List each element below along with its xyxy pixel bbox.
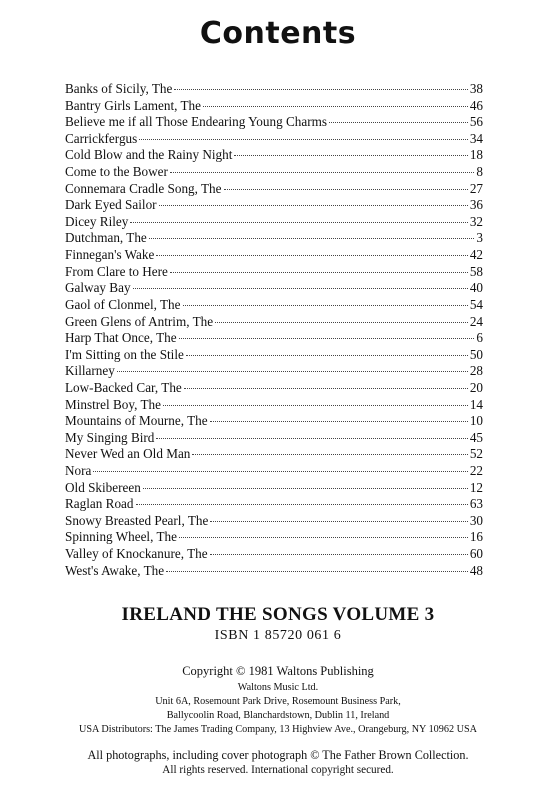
dot-leader: [186, 354, 468, 356]
dot-leader: [149, 237, 475, 239]
contents-list: [65, 81, 483, 579]
toc-entry-page: 63: [469, 496, 483, 512]
toc-entry: [65, 98, 483, 115]
toc-entry-page: 27: [469, 180, 483, 196]
toc-entry: [65, 164, 483, 181]
toc-entry: [65, 81, 483, 98]
toc-entry-title: Banks of Sicily, The: [65, 81, 173, 96]
toc-entry-title: Raglan Road: [65, 496, 134, 512]
dot-leader: [210, 420, 468, 422]
toc-entry-page: 3: [476, 230, 483, 246]
dot-leader: [210, 520, 467, 522]
toc-entry: [65, 280, 483, 297]
toc-entry-page: 8: [476, 164, 483, 180]
toc-entry: [65, 347, 483, 364]
toc-entry: [65, 230, 483, 247]
toc-entry-title: From Clare to Here: [65, 263, 168, 279]
dot-leader: [215, 321, 468, 323]
toc-entry-title: Mountains of Mourne, The: [65, 413, 208, 429]
toc-entry-page: 10: [469, 413, 483, 429]
toc-entry-page: 22: [469, 463, 483, 479]
dot-leader: [170, 171, 474, 173]
toc-entry: [65, 546, 483, 563]
toc-entry-title: Green Glens of Antrim, The: [65, 313, 214, 329]
toc-entry: [65, 114, 483, 131]
dot-leader: [159, 204, 468, 206]
toc-entry-title: Cold Blow and the Rainy Night: [65, 147, 233, 163]
dot-leader: [93, 470, 467, 472]
toc-entry-title: Spinning Wheel, The: [65, 529, 177, 545]
rights-notice: All rights reserved. International copyright secured.: [162, 764, 394, 776]
toc-entry: [65, 430, 483, 447]
toc-entry: [65, 147, 483, 164]
toc-entry-title: Old Skibereen: [65, 479, 141, 495]
toc-entry-page: 42: [469, 247, 483, 263]
dot-leader: [156, 437, 467, 439]
dot-leader: [184, 387, 468, 389]
toc-entry-title: Gaol of Clonmel, The: [65, 296, 181, 312]
toc-entry-title: Snowy Breasted Pearl, The: [65, 512, 209, 528]
publisher-address-2: Ballycoolin Road, Blanchardstown, Dublin 11, Ireland: [166, 710, 390, 721]
dot-leader: [139, 138, 468, 140]
toc-entry: [65, 413, 483, 430]
toc-entry-title: Minstrel Boy, The: [65, 396, 161, 412]
toc-entry-title: Dutchman, The: [65, 230, 147, 246]
toc-entry-page: 50: [469, 346, 483, 362]
toc-entry: [65, 314, 483, 331]
dot-leader: [117, 370, 468, 372]
toc-entry-page: 32: [469, 213, 483, 229]
publisher-name: Waltons Music Ltd.: [237, 682, 319, 693]
toc-entry: [65, 363, 483, 380]
toc-entry-page: 20: [469, 379, 483, 395]
toc-entry-title: Believe me if all Those Endearing Young Charms: [65, 114, 327, 130]
toc-entry: [65, 397, 483, 414]
toc-entry-title: Carrickfergus: [65, 130, 138, 146]
toc-entry: [65, 214, 483, 231]
toc-entry: [65, 197, 483, 214]
toc-entry-page: 38: [469, 81, 483, 96]
dot-leader: [179, 536, 468, 538]
toc-entry-page: 30: [469, 512, 483, 528]
dot-leader: [210, 553, 468, 555]
toc-entry-title: Dark Eyed Sailor: [65, 197, 157, 213]
toc-entry: [65, 247, 483, 264]
toc-entry-title: My Singing Bird: [65, 429, 155, 445]
usa-distributors: USA Distributors: The James Trading Company, 13 Highview Ave., Orangeburg, NY 10962 USA: [79, 724, 477, 735]
isbn: ISBN 1 85720 061 6: [214, 628, 342, 643]
toc-entry-page: 16: [469, 529, 483, 545]
dot-leader: [192, 453, 467, 455]
toc-entry-title: Harp That Once, The: [65, 330, 177, 346]
toc-entry: [65, 264, 483, 281]
toc-entry: [65, 463, 483, 480]
publisher-address-1: Unit 6A, Rosemount Park Drive, Rosemount Business Park,: [155, 696, 401, 707]
toc-entry-page: 18: [469, 147, 483, 163]
toc-entry-title: I'm Sitting on the Stile: [65, 346, 184, 362]
toc-entry: [65, 529, 483, 546]
toc-entry-page: 52: [469, 446, 483, 462]
volume-title: IRELAND THE SONGS VOLUME 3: [121, 604, 435, 625]
toc-entry-page: 60: [469, 546, 483, 562]
toc-entry-title: Finnegan's Wake: [65, 247, 155, 263]
toc-entry: [65, 297, 483, 314]
dot-leader: [224, 188, 468, 190]
dot-leader: [133, 287, 468, 289]
toc-entry: [65, 513, 483, 530]
toc-entry-page: 48: [469, 562, 483, 578]
toc-entry: [65, 446, 483, 463]
toc-entry-title: Galway Bay: [65, 280, 131, 296]
toc-entry-title: Low-Backed Car, The: [65, 379, 182, 395]
copyright-line: Copyright © 1981 Waltons Publishing: [182, 664, 374, 678]
toc-entry-title: Never Wed an Old Man: [65, 446, 191, 462]
dot-leader: [203, 105, 468, 107]
toc-entry: [65, 131, 483, 148]
toc-entry: [65, 563, 483, 580]
toc-entry-page: 56: [469, 114, 483, 130]
toc-entry-title: Killarney: [65, 363, 115, 379]
page-title: Contents: [199, 16, 357, 51]
toc-entry-page: 58: [469, 263, 483, 279]
dot-leader: [234, 154, 467, 156]
dot-leader: [130, 221, 467, 223]
toc-entry: [65, 330, 483, 347]
dot-leader: [329, 121, 468, 123]
toc-entry-page: 34: [469, 130, 483, 146]
dot-leader: [163, 404, 468, 406]
toc-entry-page: 45: [469, 429, 483, 445]
toc-entry-title: Dicey Riley: [65, 213, 129, 229]
toc-entry-title: Nora: [65, 463, 92, 479]
dot-leader: [183, 304, 468, 306]
dot-leader: [143, 487, 468, 489]
dot-leader: [136, 503, 468, 505]
dot-leader: [179, 337, 475, 339]
toc-entry-title: Come to the Bower: [65, 164, 168, 180]
toc-entry: [65, 181, 483, 198]
dot-leader: [166, 570, 468, 572]
toc-entry-page: 14: [469, 396, 483, 412]
toc-entry-page: 36: [469, 197, 483, 213]
toc-entry-page: 24: [469, 313, 483, 329]
toc-entry-page: 46: [469, 97, 483, 113]
toc-entry: [65, 380, 483, 397]
toc-entry-title: West's Awake, The: [65, 562, 165, 578]
toc-entry-page: 6: [476, 330, 483, 346]
dot-leader: [156, 254, 467, 256]
toc-entry: [65, 480, 483, 497]
toc-entry-page: 28: [469, 363, 483, 379]
dot-leader: [170, 271, 468, 273]
toc-entry-title: Bantry Girls Lament, The: [65, 97, 201, 113]
toc-entry-page: 54: [469, 296, 483, 312]
toc-entry-title: Connemara Cradle Song, The: [65, 180, 222, 196]
toc-entry-page: 40: [469, 280, 483, 296]
toc-entry: [65, 496, 483, 513]
toc-entry-page: 12: [469, 479, 483, 495]
toc-entry-title: Valley of Knockanure, The: [65, 546, 208, 562]
photo-credit: All photographs, including cover photograph © The Father Brown Collection.: [87, 748, 469, 762]
dot-leader: [174, 88, 467, 90]
